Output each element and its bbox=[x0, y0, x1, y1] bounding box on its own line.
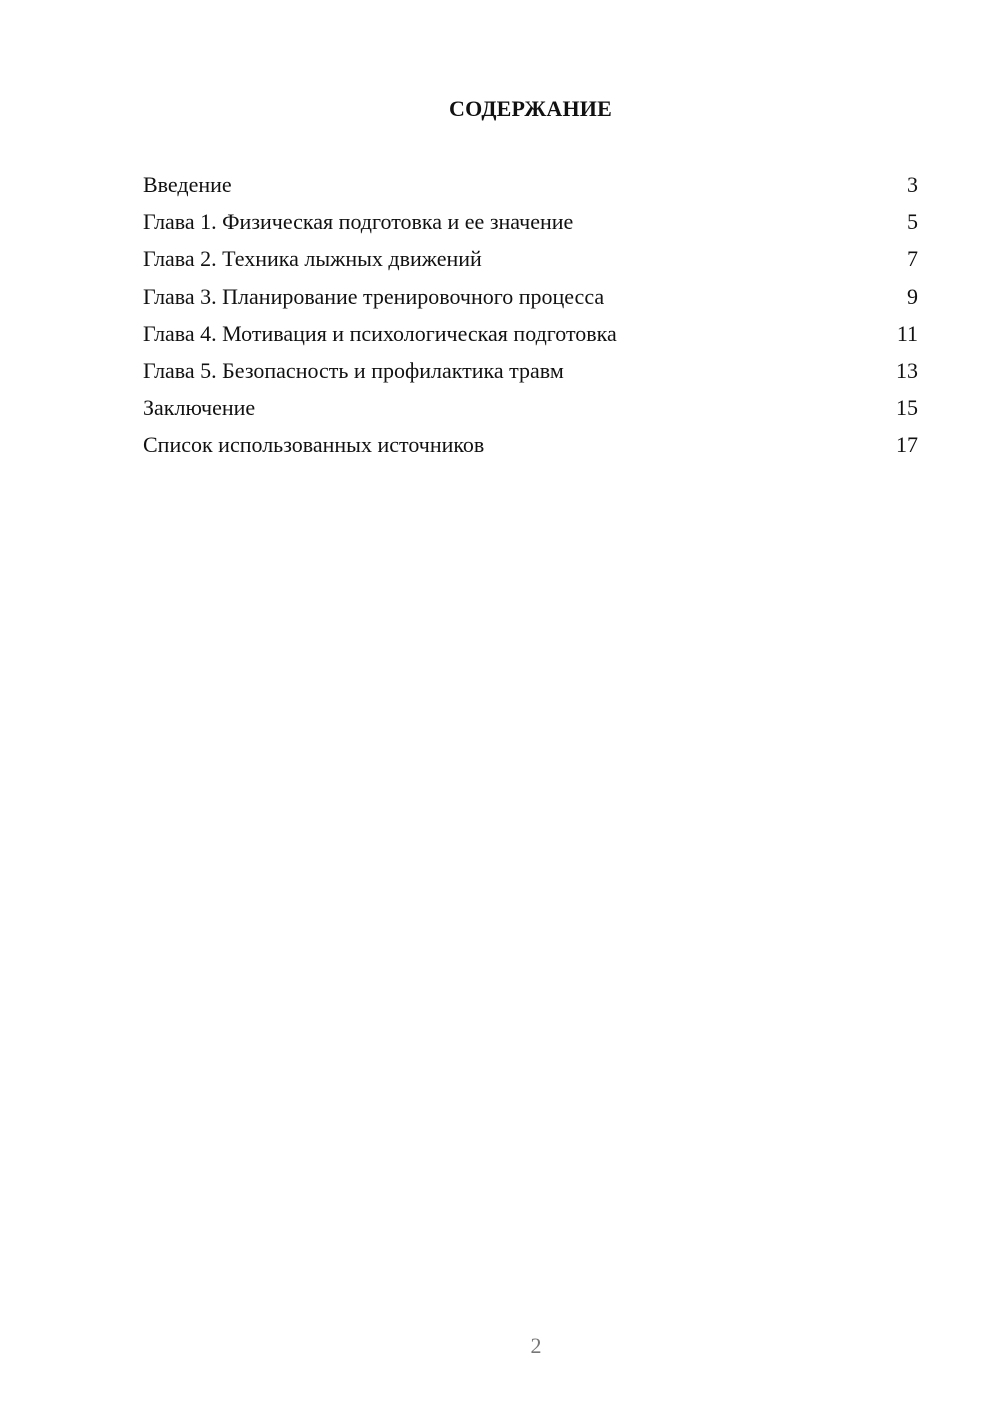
toc-entry bbox=[143, 282, 918, 319]
toc-entry-page: 7 bbox=[907, 246, 918, 272]
toc-entry-label: Глава 2. Техника лыжных движений bbox=[143, 246, 482, 272]
table-of-contents bbox=[143, 170, 918, 468]
toc-entry bbox=[143, 170, 918, 207]
toc-entry-label: Глава 3. Планирование тренировочного процесса bbox=[143, 283, 605, 309]
page-title: СОДЕРЖАНИЕ bbox=[449, 96, 612, 121]
toc-entry bbox=[143, 207, 918, 244]
page-number: 2 bbox=[530, 1333, 542, 1358]
toc-entry-page: 13 bbox=[896, 357, 918, 383]
toc-entry-page: 3 bbox=[907, 172, 918, 197]
toc-entry-label: Список использованных источников bbox=[143, 432, 485, 458]
toc-entry-page: 15 bbox=[896, 395, 918, 421]
toc-entry bbox=[143, 244, 918, 281]
toc-entry-label: Глава 5. Безопасность и профилактика травм bbox=[143, 357, 564, 383]
toc-entry bbox=[143, 356, 918, 393]
toc-entry-label: Введение bbox=[143, 172, 232, 197]
toc-entry-page: 5 bbox=[907, 209, 918, 235]
toc-entry-label: Глава 4. Мотивация и психологическая подготовка bbox=[143, 320, 617, 346]
toc-entry-label: Заключение bbox=[143, 395, 256, 421]
toc-entry bbox=[143, 393, 918, 430]
toc-entry-page: 17 bbox=[896, 432, 918, 458]
toc-entry bbox=[143, 430, 918, 467]
toc-entry bbox=[143, 319, 918, 356]
toc-entry-page: 11 bbox=[896, 320, 918, 346]
toc-entry-page: 9 bbox=[907, 283, 918, 309]
toc-entry-label: Глава 1. Физическая подготовка и ее значение bbox=[143, 209, 574, 235]
